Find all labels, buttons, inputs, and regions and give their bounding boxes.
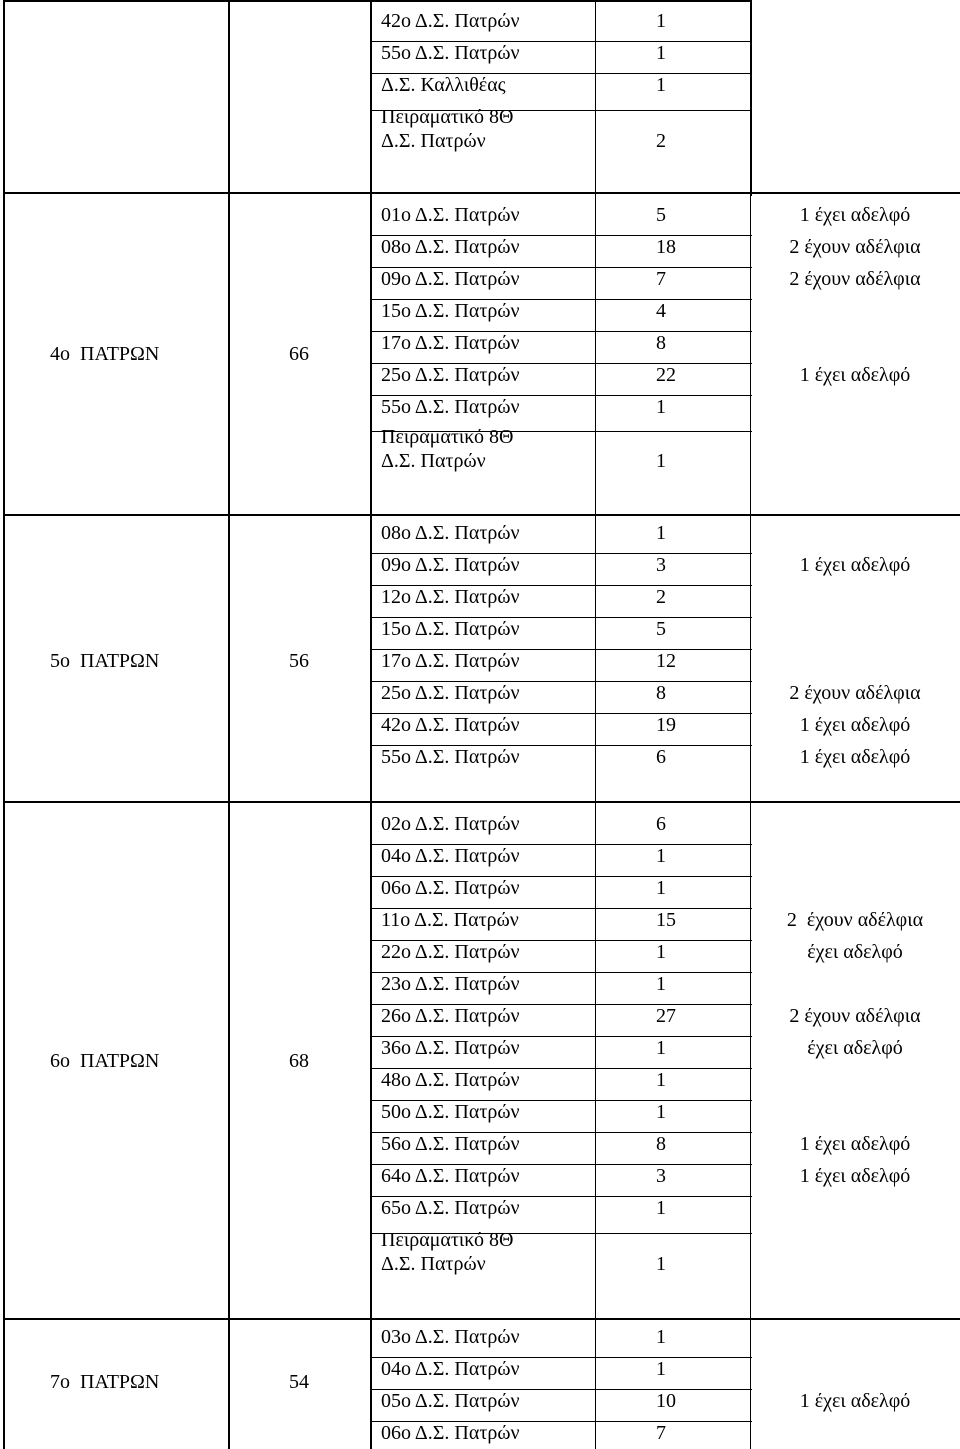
row-name: 25ο Δ.Σ. Πατρών	[381, 364, 520, 386]
row-count: 1	[656, 522, 666, 544]
count-column-divider	[595, 0, 596, 192]
row-count: 1	[656, 1197, 666, 1219]
school-count: 66	[289, 343, 309, 365]
group-divider	[3, 801, 960, 803]
row-name: 09ο Δ.Σ. Πατρών	[381, 268, 520, 290]
row-count: 5	[656, 618, 666, 640]
row-name: Πειραματικό 8Θ	[381, 106, 514, 128]
row-note: 1 έχει αδελφό	[799, 1133, 911, 1155]
row-name-line2: Δ.Σ. Πατρών	[381, 450, 486, 472]
group-divider	[3, 192, 960, 194]
row-count: 1	[656, 450, 666, 472]
row-count: 6	[656, 813, 666, 835]
count-column-divider	[595, 192, 596, 514]
row-name: Πειραματικό 8Θ	[381, 1229, 514, 1251]
row-note: 2 έχουν αδέλφια	[789, 1005, 921, 1027]
row-count: 1	[656, 877, 666, 899]
row-name: 65ο Δ.Σ. Πατρών	[381, 1197, 520, 1219]
row-name: 01ο Δ.Σ. Πατρών	[381, 204, 520, 226]
row-count: 2	[656, 586, 666, 608]
row-count: 2	[656, 130, 666, 152]
column-divider	[228, 0, 230, 1449]
row-name: Δ.Σ. Καλλιθέας	[381, 74, 506, 96]
note-column-divider	[750, 514, 751, 801]
row-note: έχει αδελφό	[807, 1037, 903, 1059]
group-divider	[3, 1318, 960, 1320]
row-name: 64ο Δ.Σ. Πατρών	[381, 1165, 520, 1187]
row-count: 1	[656, 973, 666, 995]
row-name: 05ο Δ.Σ. Πατρών	[381, 1390, 520, 1412]
row-count: 5	[656, 204, 666, 226]
note-column-divider	[750, 1318, 751, 1449]
row-name-line2: Δ.Σ. Πατρών	[381, 1253, 486, 1275]
row-name: 56ο Δ.Σ. Πατρών	[381, 1133, 520, 1155]
row-count: 1	[656, 1101, 666, 1123]
row-count: 1	[656, 845, 666, 867]
row-note: 2 έχουν αδέλφια	[786, 909, 924, 931]
row-count: 1	[656, 1037, 666, 1059]
row-name: 50ο Δ.Σ. Πατρών	[381, 1101, 520, 1123]
row-name: 06ο Δ.Σ. Πατρών	[381, 877, 520, 899]
row-count: 8	[656, 332, 666, 354]
row-name: Πειραματικό 8Θ	[381, 426, 514, 448]
row-name: 02ο Δ.Σ. Πατρών	[381, 813, 520, 835]
row-count: 3	[656, 1165, 666, 1187]
column-divider	[370, 0, 372, 1449]
row-name: 04ο Δ.Σ. Πατρών	[381, 1358, 520, 1380]
row-name: 17ο Δ.Σ. Πατρών	[381, 650, 520, 672]
table-border-top	[3, 0, 752, 2]
row-count: 1	[656, 941, 666, 963]
row-name: 06ο Δ.Σ. Πατρών	[381, 1422, 520, 1444]
row-count: 1	[656, 1326, 666, 1348]
row-name: 12ο Δ.Σ. Πατρών	[381, 586, 520, 608]
note-column-divider	[750, 801, 751, 1318]
row-name: 22ο Δ.Σ. Πατρών	[381, 941, 520, 963]
row-count: 1	[656, 10, 666, 32]
row-name: 55ο Δ.Σ. Πατρών	[381, 42, 520, 64]
row-name: 15ο Δ.Σ. Πατρών	[381, 300, 520, 322]
row-count: 18	[656, 236, 676, 258]
row-note: 1 έχει αδελφό	[799, 364, 911, 386]
row-count: 8	[656, 682, 666, 704]
row-count: 7	[656, 1422, 666, 1444]
row-name: 03ο Δ.Σ. Πατρών	[381, 1326, 520, 1348]
row-count: 7	[656, 268, 666, 290]
row-name: 36ο Δ.Σ. Πατρών	[381, 1037, 520, 1059]
row-count: 1	[656, 1358, 666, 1380]
row-name: 04ο Δ.Σ. Πατρών	[381, 845, 520, 867]
row-name: 15ο Δ.Σ. Πατρών	[381, 618, 520, 640]
row-name: 08ο Δ.Σ. Πατρών	[381, 236, 520, 258]
row-count: 19	[656, 714, 676, 736]
school-count: 68	[289, 1050, 309, 1072]
row-name: 26ο Δ.Σ. Πατρών	[381, 1005, 520, 1027]
row-name: 25ο Δ.Σ. Πατρών	[381, 682, 520, 704]
row-name: 55ο Δ.Σ. Πατρών	[381, 746, 520, 768]
row-count: 27	[656, 1005, 676, 1027]
school-name: 7ο ΠΑΤΡΩΝ	[50, 1371, 160, 1393]
row-name-line2: Δ.Σ. Πατρών	[381, 130, 486, 152]
school-count: 54	[289, 1371, 309, 1393]
count-column-divider	[595, 801, 596, 1318]
row-name: 11ο Δ.Σ. Πατρών	[381, 909, 519, 931]
row-count: 4	[656, 300, 666, 322]
row-note: 1 έχει αδελφό	[799, 554, 911, 576]
row-count: 1	[656, 42, 666, 64]
row-name: 17ο Δ.Σ. Πατρών	[381, 332, 520, 354]
row-count: 1	[656, 1253, 666, 1275]
row-name: 09ο Δ.Σ. Πατρών	[381, 554, 520, 576]
row-count: 1	[656, 1069, 666, 1091]
row-name: 55ο Δ.Σ. Πατρών	[381, 396, 520, 418]
column-divider	[750, 0, 752, 196]
school-name: 6ο ΠΑΤΡΩΝ	[50, 1050, 160, 1072]
row-name: 48ο Δ.Σ. Πατρών	[381, 1069, 520, 1091]
school-count: 56	[289, 650, 309, 672]
row-count: 22	[656, 364, 676, 386]
row-note: 1 έχει αδελφό	[799, 1165, 911, 1187]
row-note: 2 έχουν αδέλφια	[789, 682, 921, 704]
row-note: 1 έχει αδελφό	[799, 204, 911, 226]
count-column-divider	[595, 1318, 596, 1449]
note-column-divider	[750, 192, 751, 514]
row-count: 1	[656, 74, 666, 96]
row-note: 2 έχουν αδέλφια	[789, 236, 921, 258]
row-name: 08ο Δ.Σ. Πατρών	[381, 522, 520, 544]
row-count: 8	[656, 1133, 666, 1155]
row-note: έχει αδελφό	[807, 941, 903, 963]
row-name: 42ο Δ.Σ. Πατρών	[381, 10, 520, 32]
school-name: 5ο ΠΑΤΡΩΝ	[50, 650, 160, 672]
row-count: 6	[656, 746, 666, 768]
row-note: 1 έχει αδελφό	[799, 1390, 911, 1412]
count-column-divider	[595, 514, 596, 801]
row-count: 10	[656, 1390, 676, 1412]
row-name: 42ο Δ.Σ. Πατρών	[381, 714, 520, 736]
row-note: 2 έχουν αδέλφια	[789, 268, 921, 290]
row-note: 1 έχει αδελφό	[799, 746, 911, 768]
school-name: 4ο ΠΑΤΡΩΝ	[50, 343, 160, 365]
row-note: 1 έχει αδελφό	[799, 714, 911, 736]
row-count: 3	[656, 554, 666, 576]
group-divider	[3, 514, 960, 516]
row-count: 12	[656, 650, 676, 672]
row-count: 1	[656, 396, 666, 418]
row-name: 23ο Δ.Σ. Πατρών	[381, 973, 520, 995]
table-border-left	[3, 0, 5, 1449]
row-count: 15	[656, 909, 676, 931]
